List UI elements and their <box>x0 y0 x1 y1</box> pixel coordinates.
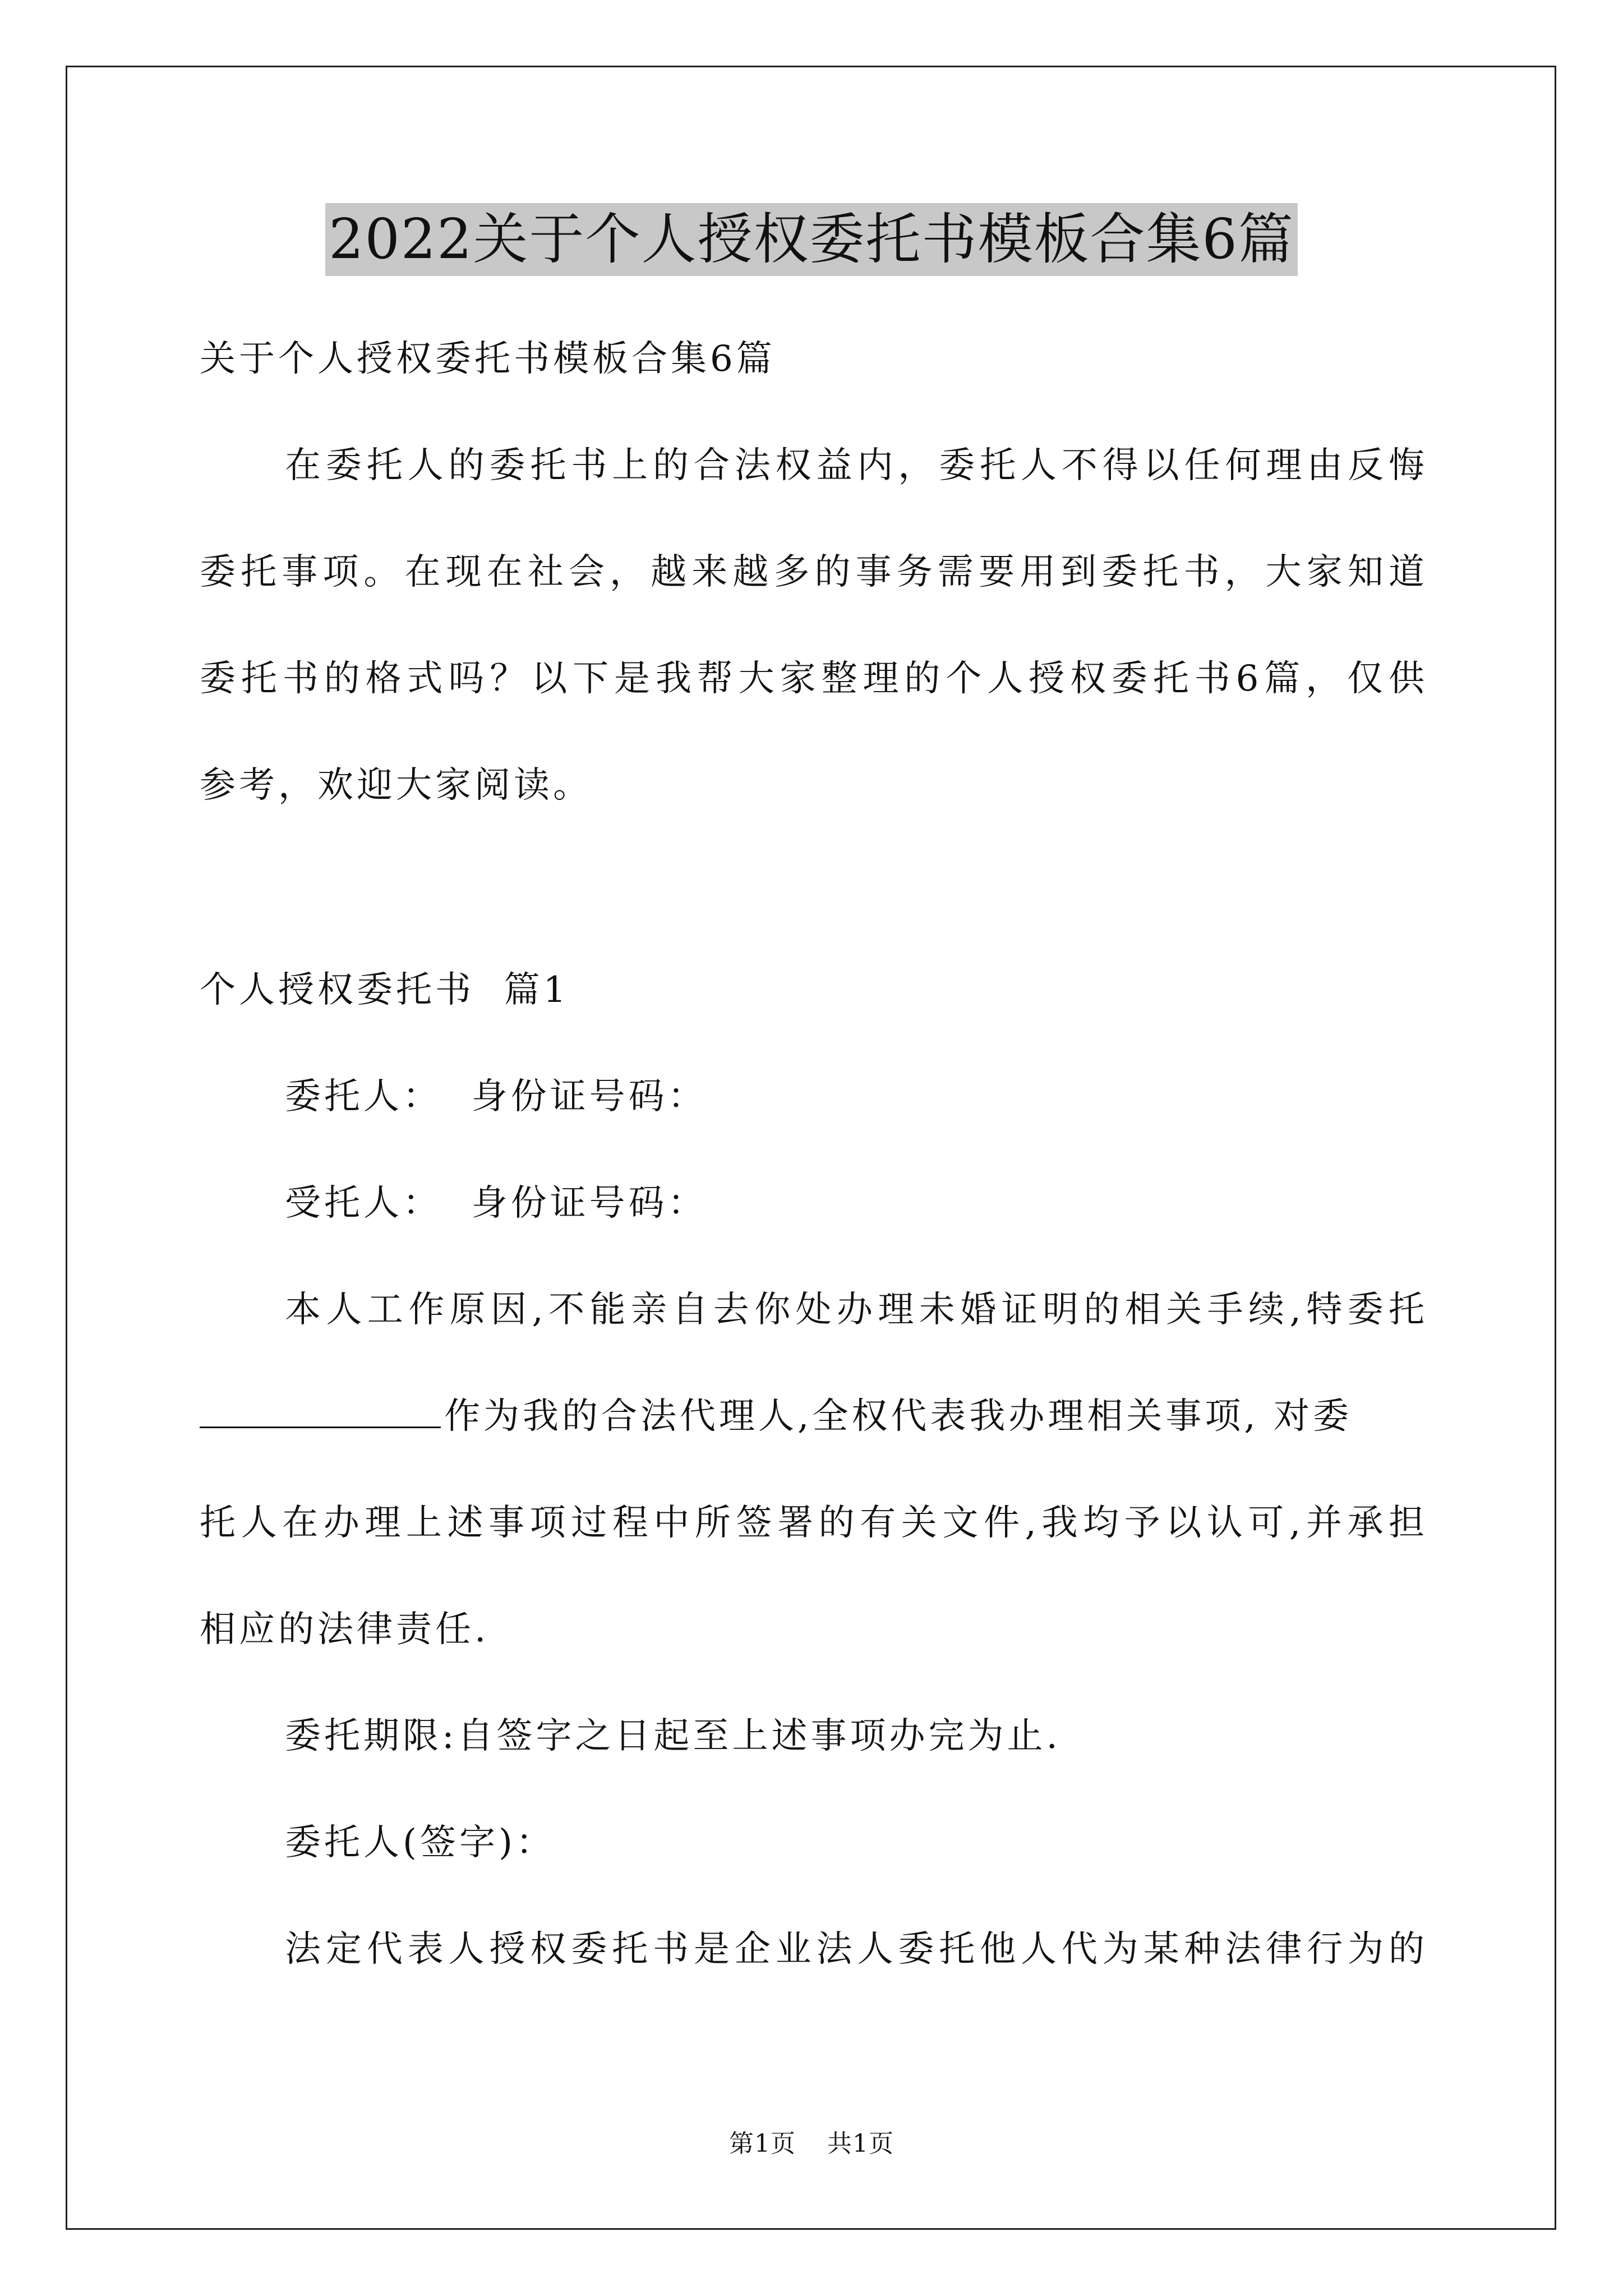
body-line-1: 本人工作原因,不能亲自去你处办理未婚证明的相关手续,特委托 <box>285 1289 1428 1331</box>
body-line-2-text: 作为我的合法代理人,全权代表我办理相关事项, 对委 <box>444 1396 1353 1437</box>
signature-line: 委托人(签字)： <box>285 1822 555 1864</box>
section-heading: 个人授权委托书 篇1 <box>200 969 570 1011</box>
body-line-4: 相应的法律责任. <box>200 1609 490 1650</box>
title-container <box>0 203 1623 276</box>
legal-rep-line: 法定代表人授权委托书是企业法人委托他人代为某种法律行为的 <box>285 1929 1428 1970</box>
page-total: 共1页 <box>827 2129 894 2158</box>
intro-line-2: 委托事项。在现在社会，越来越多的事务需要用到委托书，大家知道 <box>200 551 1428 593</box>
page-number: 第1页 <box>729 2129 796 2158</box>
intro-line-3: 委托书的格式吗？以下是我帮大家整理的个人授权委托书6篇，仅供 <box>200 658 1428 700</box>
intro-line-1: 在委托人的委托书上的合法权益内，委托人不得以任何理由反悔 <box>285 445 1428 486</box>
document-title: 2022关于个人授权委托书模板合集6篇 <box>325 203 1298 276</box>
document-subtitle: 关于个人授权委托书模板合集6篇 <box>200 338 776 380</box>
intro-line-4: 参考，欢迎大家阅读。 <box>200 765 592 806</box>
principal-line: 委托人： 身份证号码： <box>285 1076 707 1117</box>
blank-field <box>200 1394 441 1428</box>
term-line: 委托期限:自签字之日起至上述事项办完为止. <box>285 1715 1061 1757</box>
body-line-2 <box>200 1363 1428 1470</box>
page-footer <box>0 2123 1623 2159</box>
body-line-3: 托人在办理上述事项过程中所签署的有关文件,我均予以认可,并承担 <box>200 1502 1428 1544</box>
document-body <box>200 306 1428 2003</box>
agent-line: 受托人： 身份证号码： <box>285 1182 707 1224</box>
section-gap <box>200 839 1428 937</box>
